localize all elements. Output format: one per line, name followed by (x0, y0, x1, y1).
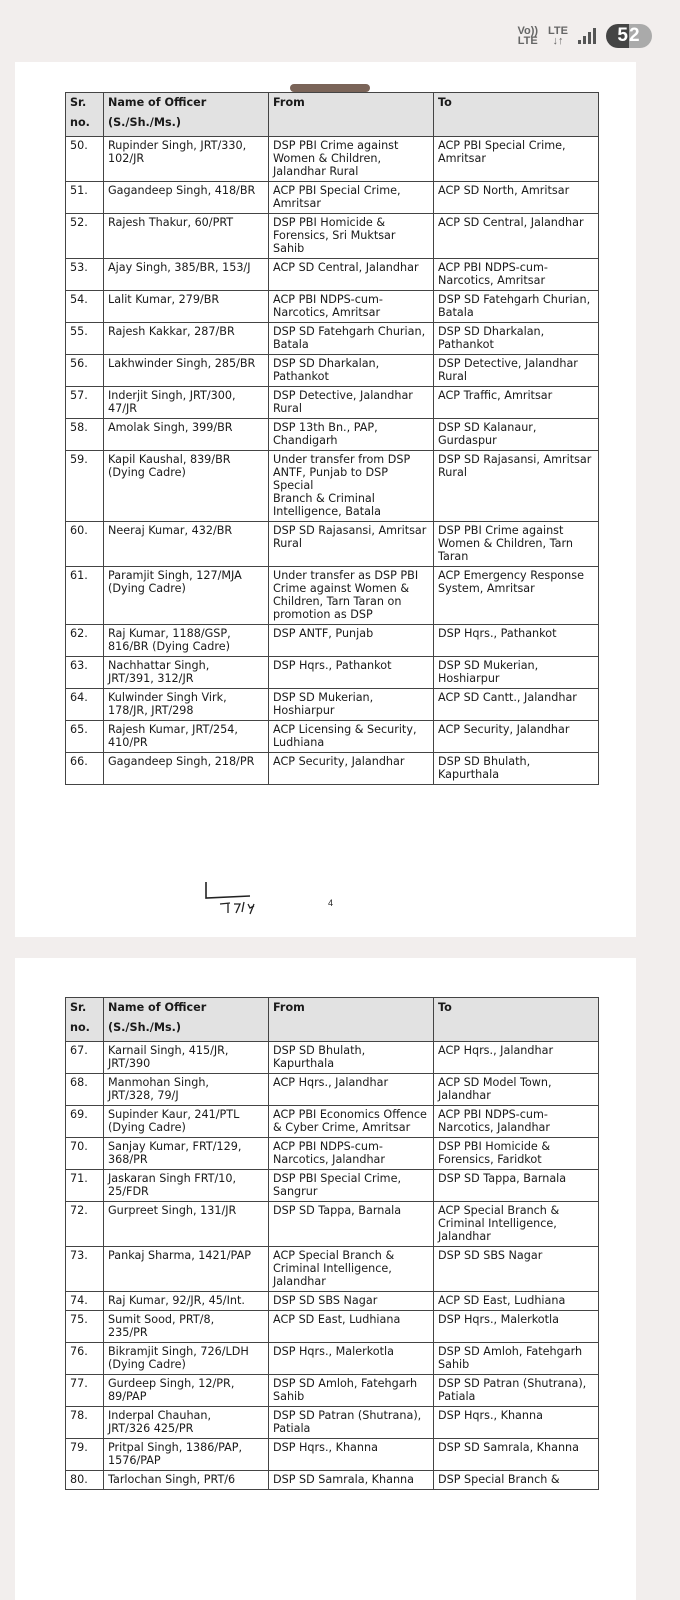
cell-sr-no: 67. (66, 1042, 104, 1074)
cell-to: ACP Hqrs., Jalandhar (434, 1042, 599, 1074)
battery-icon: 52 (606, 24, 652, 48)
cell-from: DSP Hqrs., Malerkotla (269, 1343, 434, 1375)
cell-officer-name: Nachhattar Singh, JRT/391, 312/JR (104, 657, 269, 689)
table-row (66, 137, 599, 182)
cell-from: ACP Licensing & Security, Ludhiana (269, 721, 434, 753)
cell-from: DSP PBI Homicide & Forensics, Sri Muktsar Sahib (269, 214, 434, 259)
cell-sr-no: 50. (66, 137, 104, 182)
table-row (66, 1375, 599, 1407)
cell-officer-name: Rajesh Kakkar, 287/BR (104, 323, 269, 355)
cell-sr-no: 74. (66, 1292, 104, 1311)
cell-sr-no: 51. (66, 182, 104, 214)
cell-to: ACP Security, Jalandhar (434, 721, 599, 753)
table-row (66, 1074, 599, 1106)
table-row (66, 721, 599, 753)
cell-sr-no: 56. (66, 355, 104, 387)
cell-to: ACP Emergency Response System, Amritsar (434, 567, 599, 625)
table-row (66, 625, 599, 657)
cell-officer-name: Gurdeep Singh, 12/PR, 89/PAP (104, 1375, 269, 1407)
cell-from: ACP PBI Economics Offence & Cyber Crime, Amritsar (269, 1106, 434, 1138)
signal-icon (578, 28, 596, 44)
cell-officer-name: Rajesh Kumar, JRT/254, 410/PR (104, 721, 269, 753)
cell-from: DSP SD Patran (Shutrana), Patiala (269, 1407, 434, 1439)
cell-from: DSP SD Fatehgarh Churian, Batala (269, 323, 434, 355)
table-header-row (66, 93, 599, 137)
cell-officer-name: Karnail Singh, 415/JR, JRT/390 (104, 1042, 269, 1074)
table-row (66, 1311, 599, 1343)
cell-sr-no: 63. (66, 657, 104, 689)
cell-to: ACP SD East, Ludhiana (434, 1292, 599, 1311)
cell-sr-no: 52. (66, 214, 104, 259)
transfer-table-page-2 (65, 997, 599, 1490)
cell-sr-no: 72. (66, 1202, 104, 1247)
cell-to: ACP SD Model Town, Jalandhar (434, 1074, 599, 1106)
cell-officer-name: Inderpal Chauhan, JRT/326 425/PR (104, 1407, 269, 1439)
cell-to: DSP PBI Homicide & Forensics, Faridkot (434, 1138, 599, 1170)
cell-from: DSP Hqrs., Pathankot (269, 657, 434, 689)
cell-from: Under transfer as DSP PBI Crime against Women & Children, Tarn Taran on promotion as DSP (269, 567, 434, 625)
cell-from: DSP Detective, Jalandhar Rural (269, 387, 434, 419)
cell-to: DSP SD Bhulath, Kapurthala (434, 753, 599, 785)
cell-officer-name: Manmohan Singh, JRT/328, 79/J (104, 1074, 269, 1106)
cell-to: ACP PBI NDPS-cum- Narcotics, Jalandhar (434, 1106, 599, 1138)
cell-from: ACP SD East, Ludhiana (269, 1311, 434, 1343)
document-page-1 (15, 62, 636, 937)
cell-sr-no: 58. (66, 419, 104, 451)
cell-from: ACP Special Branch & Criminal Intelligence, Jalandhar (269, 1247, 434, 1292)
table-row (66, 1042, 599, 1074)
table-row (66, 522, 599, 567)
cell-from: DSP SD SBS Nagar (269, 1292, 434, 1311)
cell-to: ACP Special Branch & Criminal Intelligence, Jalandhar (434, 1202, 599, 1247)
header-name: Name of Officer (S./Sh./Ms.) (104, 93, 269, 137)
cell-sr-no: 76. (66, 1343, 104, 1375)
cell-officer-name: Tarlochan Singh, PRT/6 (104, 1471, 269, 1490)
cell-to: ACP SD North, Amritsar (434, 182, 599, 214)
cell-sr-no: 69. (66, 1106, 104, 1138)
cell-from: DSP SD Amloh, Fatehgarh Sahib (269, 1375, 434, 1407)
cell-officer-name: Amolak Singh, 399/BR (104, 419, 269, 451)
cell-to: DSP Detective, Jalandhar Rural (434, 355, 599, 387)
cell-from: DSP 13th Bn., PAP, Chandigarh (269, 419, 434, 451)
cell-officer-name: Lalit Kumar, 279/BR (104, 291, 269, 323)
status-bar (0, 0, 680, 60)
table-row (66, 182, 599, 214)
cell-to: DSP SD Mukerian, Hoshiarpur (434, 657, 599, 689)
cell-officer-name: Supinder Kaur, 241/PTL (Dying Cadre) (104, 1106, 269, 1138)
cell-sr-no: 78. (66, 1407, 104, 1439)
drag-handle (290, 84, 370, 92)
cell-sr-no: 68. (66, 1074, 104, 1106)
header-sr-no: Sr. no. (66, 93, 104, 137)
cell-sr-no: 65. (66, 721, 104, 753)
cell-to: DSP SD Patran (Shutrana), Patiala (434, 1375, 599, 1407)
cell-sr-no: 79. (66, 1439, 104, 1471)
cell-officer-name: Jaskaran Singh FRT/10, 25/FDR (104, 1170, 269, 1202)
table-row (66, 387, 599, 419)
cell-officer-name: Rupinder Singh, JRT/330, 102/JR (104, 137, 269, 182)
cell-to: DSP SD Dharkalan, Pathankot (434, 323, 599, 355)
table-row (66, 451, 599, 522)
cell-to: ACP Traffic, Amritsar (434, 387, 599, 419)
cell-officer-name: Sumit Sood, PRT/8, 235/PR (104, 1311, 269, 1343)
header-to: To (434, 93, 599, 137)
cell-from: DSP SD Mukerian, Hoshiarpur (269, 689, 434, 721)
table-row (66, 1439, 599, 1471)
cell-from: DSP ANTF, Punjab (269, 625, 434, 657)
cell-from: DSP SD Tappa, Barnala (269, 1202, 434, 1247)
table-row (66, 689, 599, 721)
cell-from: ACP Hqrs., Jalandhar (269, 1074, 434, 1106)
cell-to: ACP SD Cantt., Jalandhar (434, 689, 599, 721)
cell-officer-name: Lakhwinder Singh, 285/BR (104, 355, 269, 387)
cell-sr-no: 77. (66, 1375, 104, 1407)
transfer-table-page-1 (65, 92, 599, 785)
cell-officer-name: Pritpal Singh, 1386/PAP, 1576/PAP (104, 1439, 269, 1471)
network-arrows: ↓↑ (552, 35, 564, 47)
cell-officer-name: Kapil Kaushal, 839/BR (Dying Cadre) (104, 451, 269, 522)
cell-sr-no: 73. (66, 1247, 104, 1292)
cell-from: ACP Security, Jalandhar (269, 753, 434, 785)
document-page-2 (15, 958, 636, 1600)
cell-from: ACP PBI Special Crime, Amritsar (269, 182, 434, 214)
table-row (66, 1292, 599, 1311)
cell-to: DSP SD Rajasansi, Amritsar Rural (434, 451, 599, 522)
cell-from: ACP PBI NDPS-cum- Narcotics, Jalandhar (269, 1138, 434, 1170)
cell-sr-no: 54. (66, 291, 104, 323)
table-row (66, 1407, 599, 1439)
header-to: To (434, 998, 599, 1042)
table-header-row (66, 998, 599, 1042)
cell-to: DSP SD Samrala, Khanna (434, 1439, 599, 1471)
header-from: From (269, 93, 434, 137)
table-row (66, 291, 599, 323)
cell-officer-name: Ajay Singh, 385/BR, 153/J (104, 259, 269, 291)
cell-officer-name: Pankaj Sharma, 1421/PAP (104, 1247, 269, 1292)
cell-from: DSP PBI Special Crime, Sangrur (269, 1170, 434, 1202)
cell-sr-no: 64. (66, 689, 104, 721)
header-from: From (269, 998, 434, 1042)
cell-to: ACP PBI Special Crime, Amritsar (434, 137, 599, 182)
cell-sr-no: 75. (66, 1311, 104, 1343)
table-row (66, 419, 599, 451)
table-row (66, 567, 599, 625)
cell-officer-name: Paramjit Singh, 127/MJA (Dying Cadre) (104, 567, 269, 625)
cell-sr-no: 53. (66, 259, 104, 291)
cell-from: DSP SD Rajasansi, Amritsar Rural (269, 522, 434, 567)
cell-to: DSP Hqrs., Pathankot (434, 625, 599, 657)
cell-officer-name: Raj Kumar, 92/JR, 45/Int. (104, 1292, 269, 1311)
cell-officer-name: Kulwinder Singh Virk, 178/JR, JRT/298 (104, 689, 269, 721)
page-number: 4 (328, 898, 334, 908)
header-sr-no: Sr. no. (66, 998, 104, 1042)
cell-sr-no: 60. (66, 522, 104, 567)
cell-officer-name: Gagandeep Singh, 218/PR (104, 753, 269, 785)
cell-sr-no: 55. (66, 323, 104, 355)
cell-to: DSP Special Branch & (434, 1471, 599, 1490)
network-label: LTE (548, 25, 568, 37)
table-row (66, 355, 599, 387)
cell-to: ACP PBI NDPS-cum- Narcotics, Amritsar (434, 259, 599, 291)
table-row (66, 323, 599, 355)
table-body (66, 1042, 599, 1490)
cell-from: DSP Hqrs., Khanna (269, 1439, 434, 1471)
cell-officer-name: Bikramjit Singh, 726/LDH (Dying Cadre) (104, 1343, 269, 1375)
handwritten-signature (200, 880, 270, 915)
cell-officer-name: Gagandeep Singh, 418/BR (104, 182, 269, 214)
cell-to: ACP SD Central, Jalandhar (434, 214, 599, 259)
lte-data-icon (548, 26, 568, 46)
cell-sr-no: 71. (66, 1170, 104, 1202)
cell-from: DSP SD Dharkalan, Pathankot (269, 355, 434, 387)
table-row (66, 657, 599, 689)
cell-sr-no: 70. (66, 1138, 104, 1170)
cell-to: DSP SD Kalanaur, Gurdaspur (434, 419, 599, 451)
table-row (66, 753, 599, 785)
table-row (66, 214, 599, 259)
table-row (66, 1247, 599, 1292)
cell-to: DSP SD Fatehgarh Churian, Batala (434, 291, 599, 323)
cell-officer-name: Rajesh Thakur, 60/PRT (104, 214, 269, 259)
table-row (66, 1471, 599, 1490)
cell-to: DSP SD Tappa, Barnala (434, 1170, 599, 1202)
cell-to: DSP SD Amloh, Fatehgarh Sahib (434, 1343, 599, 1375)
cell-sr-no: 66. (66, 753, 104, 785)
cell-officer-name: Neeraj Kumar, 432/BR (104, 522, 269, 567)
cell-sr-no: 80. (66, 1471, 104, 1490)
table-row (66, 1170, 599, 1202)
table-row (66, 1138, 599, 1170)
table-body (66, 137, 599, 785)
cell-from: Under transfer from DSP ANTF, Punjab to DSP Special Branch & Criminal Intelligence, Batala (269, 451, 434, 522)
cell-from: DSP SD Bhulath, Kapurthala (269, 1042, 434, 1074)
cell-sr-no: 57. (66, 387, 104, 419)
cell-officer-name: Gurpreet Singh, 131/JR (104, 1202, 269, 1247)
volte-icon: Vo)) LTE (517, 25, 539, 47)
table-row (66, 1106, 599, 1138)
header-name: Name of Officer (S./Sh./Ms.) (104, 998, 269, 1042)
table-row (66, 1202, 599, 1247)
cell-from: DSP SD Samrala, Khanna (269, 1471, 434, 1490)
cell-to: DSP Hqrs., Khanna (434, 1407, 599, 1439)
cell-officer-name: Raj Kumar, 1188/GSP, 816/BR (Dying Cadre) (104, 625, 269, 657)
cell-sr-no: 59. (66, 451, 104, 522)
cell-from: ACP PBI NDPS-cum- Narcotics, Amritsar (269, 291, 434, 323)
cell-officer-name: Sanjay Kumar, FRT/129, 368/PR (104, 1138, 269, 1170)
cell-to: DSP SD SBS Nagar (434, 1247, 599, 1292)
table-row (66, 1343, 599, 1375)
cell-officer-name: Inderjit Singh, JRT/300, 47/JR (104, 387, 269, 419)
table-row (66, 259, 599, 291)
cell-to: DSP Hqrs., Malerkotla (434, 1311, 599, 1343)
cell-sr-no: 62. (66, 625, 104, 657)
cell-sr-no: 61. (66, 567, 104, 625)
cell-from: DSP PBI Crime against Women & Children, Jalandhar Rural (269, 137, 434, 182)
cell-to: DSP PBI Crime against Women & Children, Tarn Taran (434, 522, 599, 567)
cell-from: ACP SD Central, Jalandhar (269, 259, 434, 291)
